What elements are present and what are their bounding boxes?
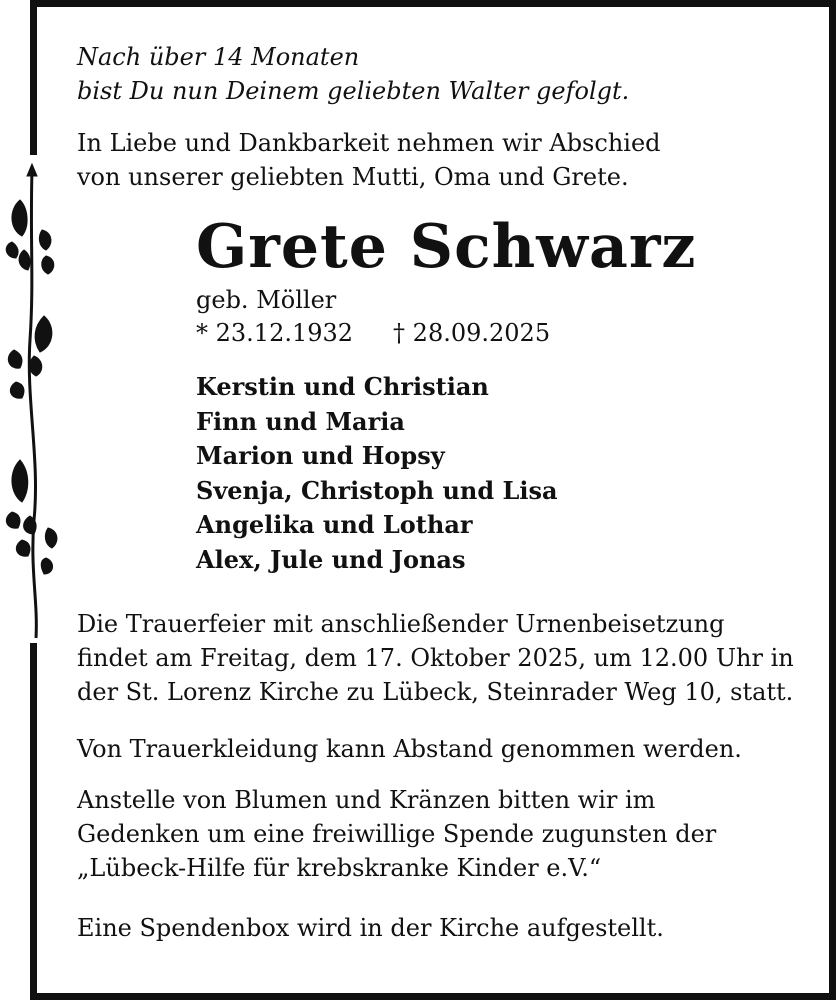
intro-line: Nach über 14 Monaten	[77, 43, 360, 71]
farewell-text	[77, 126, 661, 194]
mourner-entry: Kerstin und Christian	[196, 372, 489, 401]
birth-date: * 23.12.1932	[196, 319, 354, 347]
farewell-line: In Liebe und Dankbarkeit nehmen wir Abschied	[77, 129, 661, 157]
donation-line: Gedenken um eine freiwillige Spende zugunsten der	[77, 820, 717, 848]
intro-line: bist Du nun Deinem geliebten Walter gefolgt.	[77, 77, 630, 105]
clothing-note: Von Trauerkleidung kann Abstand genommen werden.	[77, 735, 742, 763]
ceremony-line: Die Trauerfeier mit anschließender Urnenbeisetzung	[77, 610, 725, 638]
intro-text	[77, 40, 629, 108]
border-left-lower	[30, 643, 37, 1000]
mourner-entry: Marion und Hopsy	[196, 441, 445, 471]
farewell-line: von unserer geliebten Mutti, Oma und Grete.	[77, 163, 629, 191]
donation-box-note: Eine Spendenbox wird in der Kirche aufgestellt.	[77, 914, 664, 942]
border-bottom	[30, 993, 836, 1000]
birth-name: geb. Möller	[196, 286, 337, 314]
death-date: † 28.09.2025	[393, 319, 551, 347]
life-dates	[196, 318, 550, 348]
mourner-entry: Alex, Jule und Jonas	[196, 544, 466, 574]
mourner-entry: Finn und Maria	[196, 406, 405, 436]
ceremony-line: der St. Lorenz Kirche zu Lübeck, Steinrader Weg 10, statt.	[77, 678, 794, 706]
mourner-entry: Angelika und Lothar	[196, 510, 473, 540]
deceased-name: Grete Schwarz	[196, 212, 697, 282]
border-left-upper	[30, 0, 37, 155]
donation-line: „Lübeck-Hilfe für krebskranke Kinder e.V.“	[77, 854, 602, 882]
border-right	[829, 0, 836, 1000]
mourner-entry: Svenja, Christoph und Lisa	[196, 475, 558, 505]
ivy-vine-icon	[0, 160, 72, 640]
donation-text	[77, 783, 716, 885]
mourners-list	[196, 370, 558, 578]
ceremony-text	[77, 607, 794, 709]
ceremony-line: findet am Freitag, dem 17. Oktober 2025, um 12.00 Uhr in	[77, 644, 794, 672]
border-top	[30, 0, 836, 7]
donation-line: Anstelle von Blumen und Kränzen bitten wir im	[77, 786, 656, 814]
